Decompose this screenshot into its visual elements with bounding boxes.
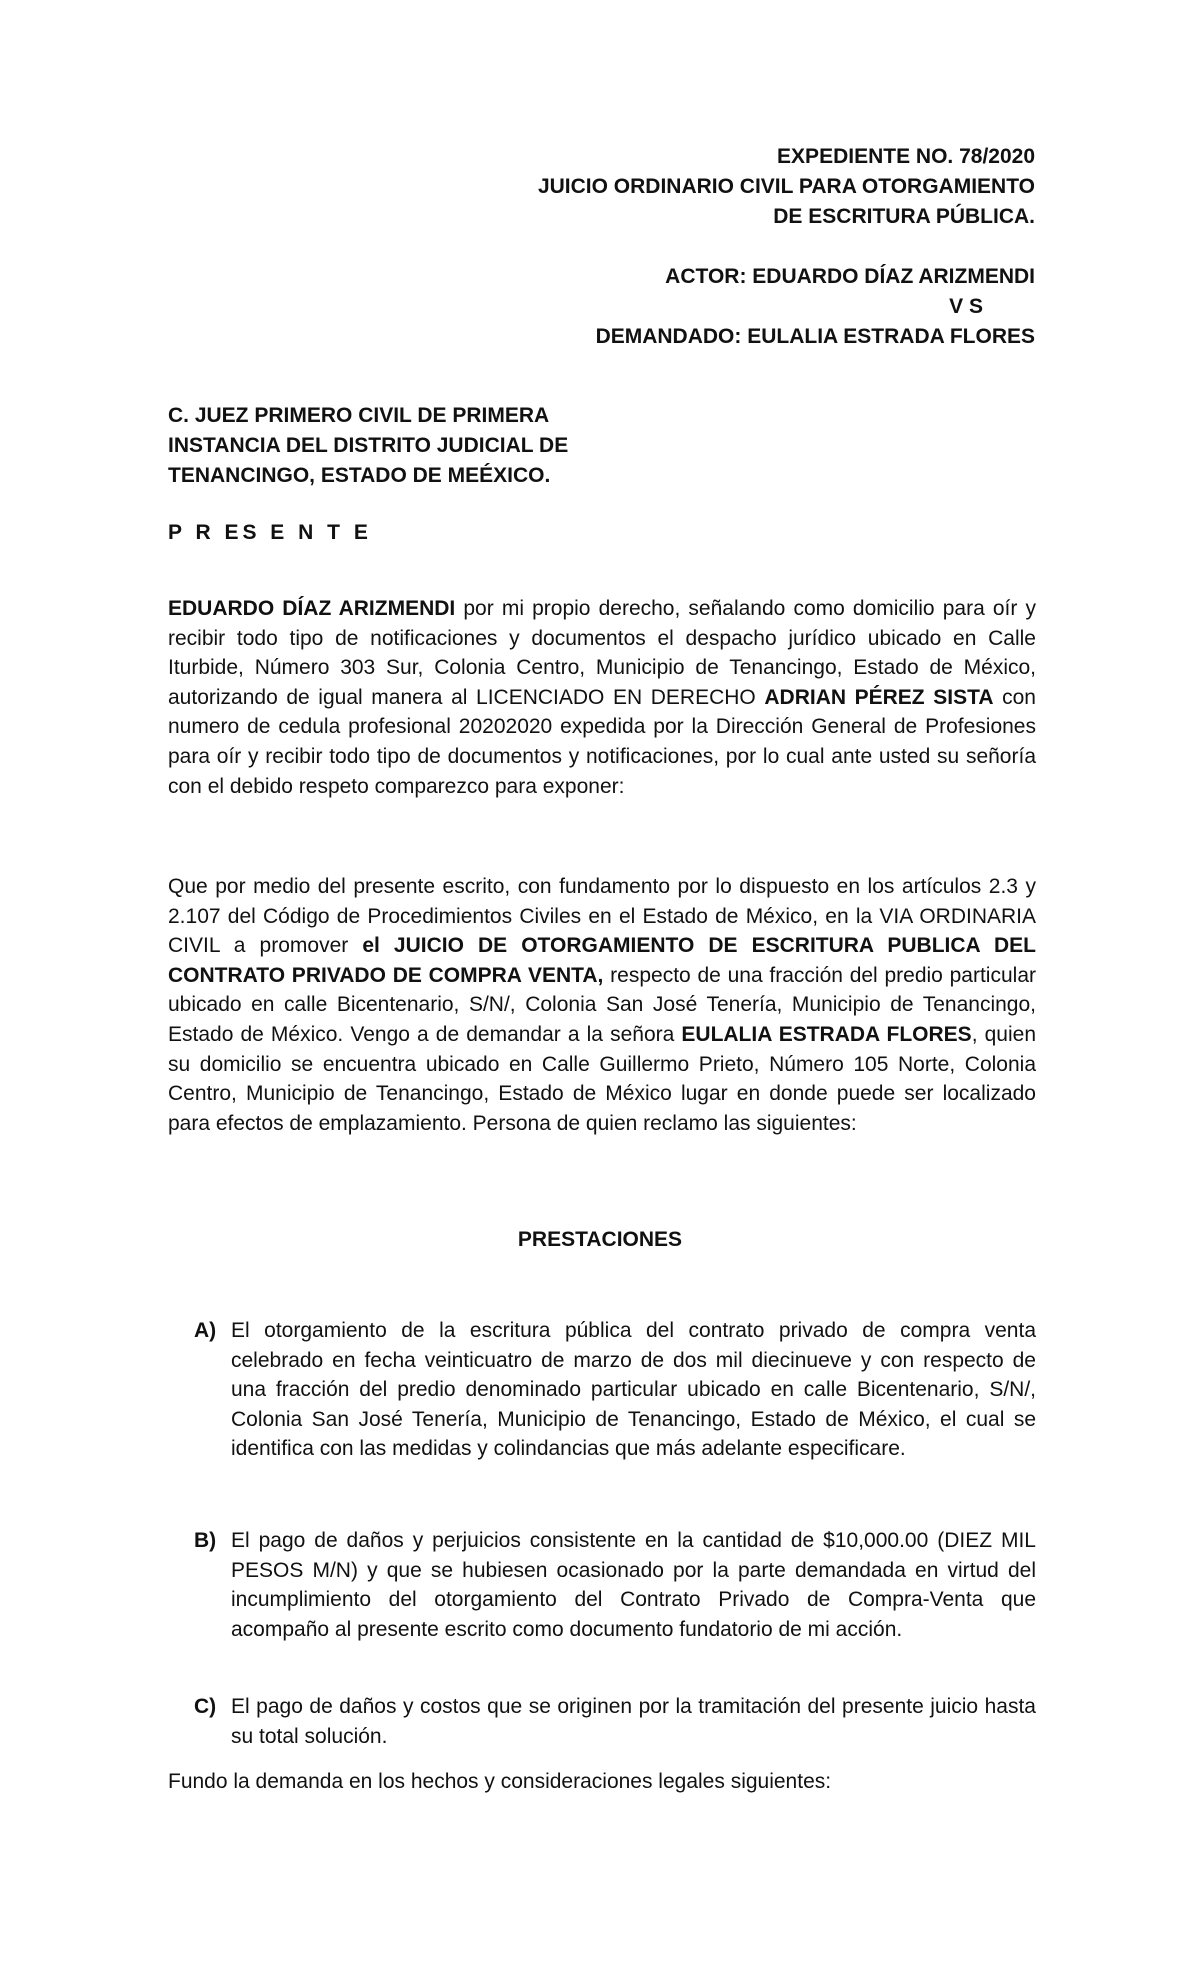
item-letter: B) [194, 1529, 217, 1552]
juicio-title-line2: DE ESCRITURA PÚBLICA. [773, 205, 1035, 228]
main-paragraph [168, 872, 1036, 1138]
addressee-line2: INSTANCIA DEL DISTRITO JUDICIAL DE [168, 434, 569, 457]
expediente-number: EXPEDIENTE NO. 78/2020 [777, 145, 1035, 168]
main-text-1: Que por medio del presente escrito, con fundamento por lo dispuesto en los artículos 2.3 y 2.107 del Código de Procedimientos Civiles en el Estado de México, en la VIA ORDINARIA CIVIL a promover [168, 875, 1036, 958]
versus-line: V S [949, 295, 983, 318]
item-text: El pago de daños y perjuicios consistente en la cantidad de $10,000.00 (DIEZ MIL PESOS M/N) y que se hubiesen ocasionado por la parte demandada en virtud del incumplimiento del otorgamiento del Contrato Privado de Compra-Venta que acompaño al presente escrito como documento fundatorio de mi acción. [231, 1529, 1036, 1641]
presente-heading: P R ES E N T E [168, 521, 372, 544]
intro-text-2: con numero de cedula profesional 20202020 expedida por la Dirección General de Profesiones para oír y recibir todo tipo de documentos y notificaciones, por lo cual ante usted su señoría con el debido respeto comparezco para exponer: [168, 685, 1036, 798]
item-text: El otorgamiento de la escritura pública del contrato privado de compra venta celebrado en fecha veinticuatro de marzo de dos mil diecinueve y con respecto de una fracción del predio denominado particular ubicado en calle Bicentenario, S/N/, Colonia San José Tenería, Municipio de Tenancingo, Estado de México, el cual se identifica con las medidas y colindancias que más adelante especificare. [231, 1319, 1036, 1461]
main-text-2: respecto de una fracción del predio particular ubicado en calle Bicentenario, S/N/, Colonia San José Tenería, Municipio de Tenancingo, Estado de México. Vengo a de demandar a la señora [168, 963, 1036, 1046]
item-letter: C) [194, 1695, 217, 1718]
closing-line: Fundo la demanda en los hechos y consideraciones legales siguientes: [168, 1770, 832, 1793]
item-text: El pago de daños y costos que se originen por la tramitación del presente juicio hasta su total solución. [231, 1695, 1036, 1748]
plaintiff-name: EDUARDO DÍAZ ARIZMENDI [168, 597, 456, 620]
addressee-line1: C. JUEZ PRIMERO CIVIL DE PRIMERA [168, 404, 550, 427]
intro-paragraph [168, 594, 1036, 801]
juicio-title-line1: JUICIO ORDINARIO CIVIL PARA OTORGAMIENTO [537, 175, 1035, 198]
main-bold-1: el JUICIO DE OTORGAMIENTO DE ESCRITURA PUBLICA DEL CONTRATO PRIVADO DE COMPRA VENTA, [168, 934, 1037, 987]
prestaciones-title: PRESTACIONES [517, 1228, 683, 1251]
defendant-name: EULALIA ESTRADA FLORES [681, 1022, 972, 1046]
addressee-block [168, 401, 568, 491]
addressee-line3: TENANCINGO, ESTADO DE MEÉXICO. [168, 464, 551, 487]
intro-text-1: por mi propio derecho, señalando como domicilio para oír y recibir todo tipo de notificaciones y documentos el despacho jurídico ubicado en Calle Iturbide, Número 303 Sur, Colonia Centro, Municipio de Tenancingo, Estado de México, autorizando de igual manera al LICENCIADO EN DERECHO [168, 597, 1036, 709]
main-text-3: , quien su domicilio se encuentra ubicado en Calle Guillermo Prieto, Número 105 Norte, Colonia Centro, Municipio de Tenancingo, Estado de México lugar en donde puede ser localizado para efectos de emplazamiento. Persona de quien reclamo las siguientes: [168, 1022, 1036, 1135]
case-header [538, 142, 1035, 352]
prestacion-item [194, 1526, 1036, 1644]
item-letter: A) [194, 1319, 217, 1342]
actor-line: ACTOR: EDUARDO DÍAZ ARIZMENDI [665, 265, 1035, 288]
prestacion-item [194, 1692, 1036, 1751]
prestacion-item [194, 1316, 1036, 1464]
demandado-line: DEMANDADO: EULALIA ESTRADA FLORES [595, 325, 1035, 348]
lawyer-name: ADRIAN PÉREZ SISTA [764, 685, 994, 709]
